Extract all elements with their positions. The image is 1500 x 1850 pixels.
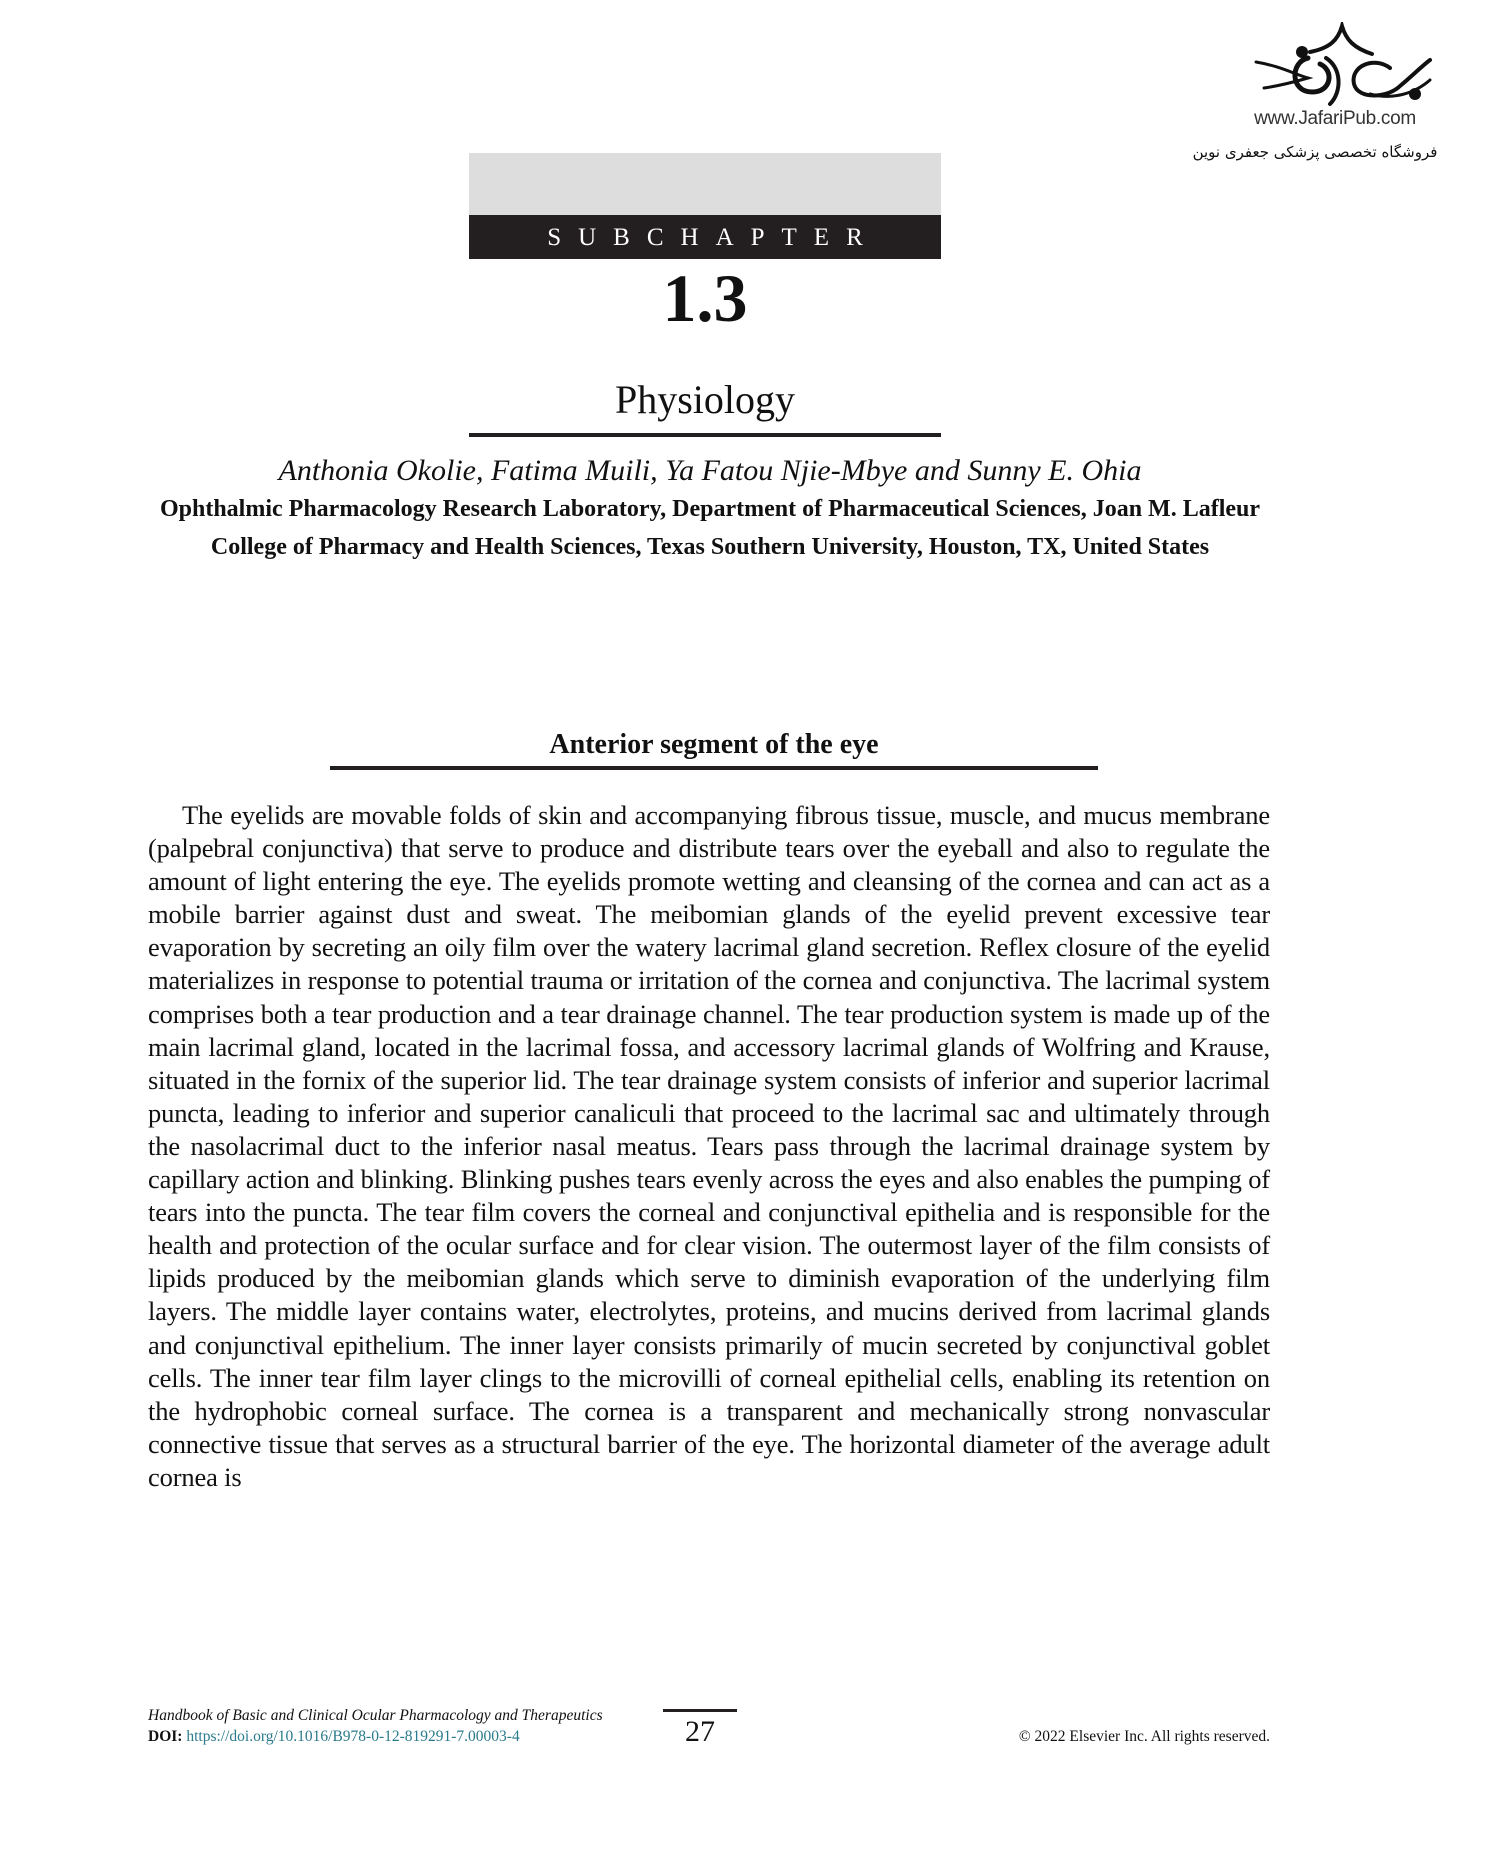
section-rule [330, 766, 1098, 770]
doi-label: DOI: [148, 1728, 183, 1745]
doi-link[interactable]: https://doi.org/10.1016/B978-0-12-819291-7.00003-4 [186, 1728, 520, 1745]
subchapter-gray-band [469, 153, 941, 215]
footer-doi [148, 1727, 520, 1747]
copyright: © 2022 Elsevier Inc. All rights reserved. [1018, 1728, 1270, 1745]
publisher-tagline: فروشگاه تخصصی پزشکی جعفری نوین [1192, 143, 1438, 161]
publisher-logo [1250, 22, 1440, 112]
page-number-rule [663, 1709, 737, 1712]
title-rule [469, 433, 941, 437]
chapter-title: Physiology [614, 377, 796, 422]
publisher-url: www.JafariPub.com [1254, 108, 1416, 129]
subchapter-number: 1.3 [662, 260, 748, 336]
footer-book-title: Handbook of Basic and Clinical Ocular Pharmacology and Therapeutics [148, 1707, 603, 1724]
affiliation: Ophthalmic Pharmacology Research Laboratory, Department of Pharmaceutical Sciences, Joan M. Lafleur College of Pharmacy and Health Sciences, Texas Southern University, Houston, TX, United States [159, 496, 1261, 560]
subchapter-label: SUBCHAPTER [547, 224, 880, 251]
section-heading: Anterior segment of the eye [549, 729, 879, 760]
authors: Anthonia Okolie, Fatima Muili, Ya Fatou Njie-Mbye and Sunny E. Ohia [278, 454, 1142, 487]
page-number: 27 [685, 1715, 715, 1748]
body-paragraph: The eyelids are movable folds of skin and accompanying fibrous tissue, muscle, and mucus membrane (palpebral conjunctiva) that serve to produce and distribute tears over the eyeball and also to regulate the amount of light entering the eye. The eyelids promote wetting and cleansing of the cornea and can act as a mobile barrier against dust and sweat. The meibomian glands of the eyelid prevent excessive tear evaporation by secreting an oily film over the watery lacrimal gland secretion. Reflex closure of the eyelid materializes in response to potential trauma or irritation of the cornea and conjunctiva. The lacrimal system comprises both a tear production and a tear drainage channel. The tear production system is made up of the main lacrimal gland, located in the lacrimal fossa, and accessory lacrimal glands of Wolfring and Krause, situated in the fornix of the superior lid. The tear drainage system consists of inferior and superior lacrimal puncta, leading to inferior and superior canaliculi that proceed to the lacrimal sac and ultimately through the nasolacrimal duct to the inferior nasal meatus. Tears pass through the lacrimal drainage system by capillary action and blinking. Blinking pushes tears evenly across the eyes and also enables the pumping of tears into the puncta. The tear film covers the corneal and conjunctival epithelia and is responsible for the health and protection of the ocular surface and for clear vision. The outermost layer of the film consists of lipids produced by the meibomian glands which serve to diminish evaporation of the underlying film layers. The middle layer contains water, electrolytes, proteins, and mucins derived from lacrimal glands and conjunctival epithelium. The inner layer consists primarily of mucin secreted by conjunctival goblet cells. The inner tear film layer clings to the microvilli of corneal epithelial cells, enabling its retention on the hydrophobic corneal surface. The cornea is a transparent and mechanically strong nonvascular connective tissue that serves as a structural barrier of the eye. The horizontal diameter of the average adult cornea is [148, 800, 1270, 1492]
